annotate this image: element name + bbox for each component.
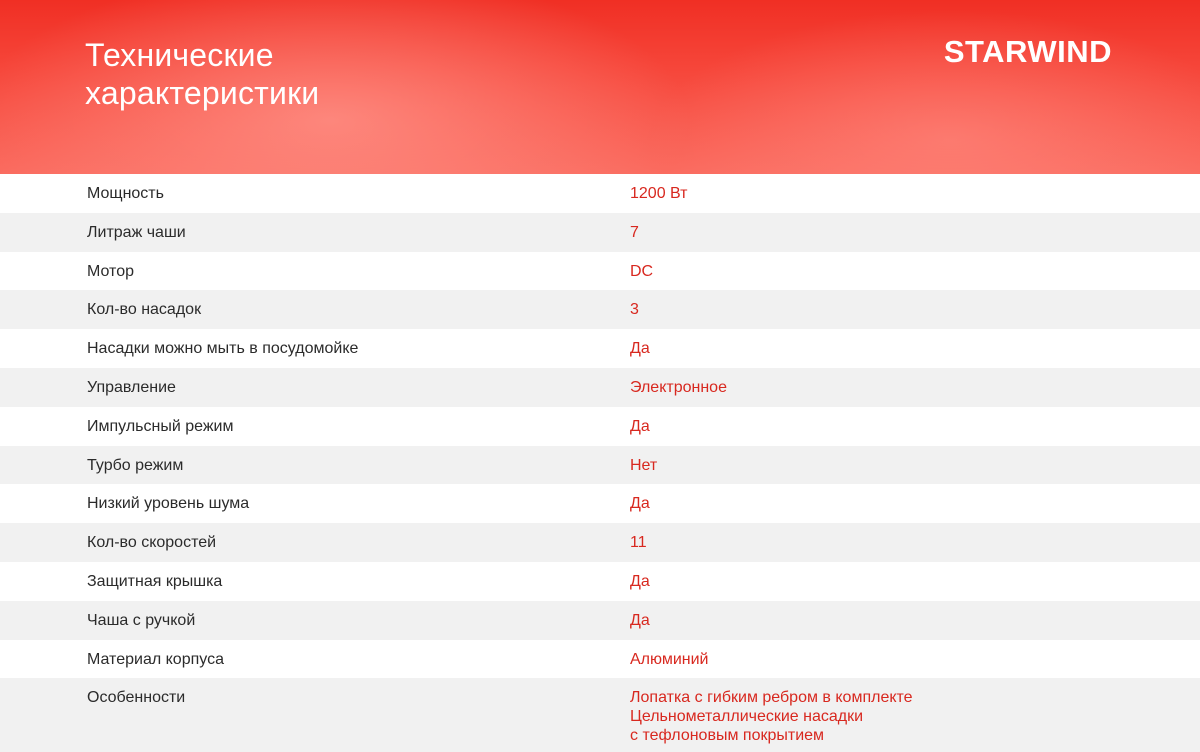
header-banner	[0, 0, 1200, 174]
spec-row-bowl-handle	[0, 601, 1200, 640]
spec-value: Да	[630, 495, 650, 513]
spec-label: Кол-во скоростей	[87, 534, 217, 552]
spec-label: Низкий уровень шума	[87, 495, 250, 513]
feature-line: Лопатка с гибким ребром в комплекте	[630, 689, 913, 707]
spec-label: Защитная крышка	[87, 572, 223, 590]
feature-line: с тефлоновым покрытием	[630, 727, 825, 745]
spec-value-multiline	[630, 688, 913, 745]
spec-label: Чаша с ручкой	[87, 611, 196, 629]
spec-value: Электронное	[630, 378, 727, 396]
spec-label: Особенности	[87, 689, 186, 707]
spec-row-dishwasher-safe	[0, 329, 1200, 368]
spec-value: 3	[630, 301, 639, 319]
spec-label: Насадки можно мыть в посудомойке	[87, 340, 359, 358]
spec-label: Мощность	[87, 185, 164, 202]
spec-label: Материал корпуса	[87, 650, 224, 668]
title-line-2: характеристики	[85, 75, 320, 111]
brand-logo: STARWIND	[943, 34, 1112, 69]
spec-row-motor	[0, 252, 1200, 291]
spec-row-low-noise	[0, 484, 1200, 523]
spec-row-body-material	[0, 640, 1200, 679]
spec-value: DC	[630, 262, 654, 280]
spec-row-control	[0, 368, 1200, 407]
spec-value: 7	[630, 223, 639, 241]
spec-value: Нет	[630, 456, 658, 474]
spec-label: Кол-во насадок	[87, 301, 202, 319]
spec-value: Да	[630, 340, 650, 358]
spec-value: Да	[630, 572, 650, 590]
spec-row-features	[0, 678, 1200, 752]
spec-value: Алюминий	[630, 650, 709, 668]
spec-row-speeds	[0, 523, 1200, 562]
spec-row-attachments-count	[0, 290, 1200, 329]
spec-row-protective-lid	[0, 562, 1200, 601]
spec-row-pulse-mode	[0, 407, 1200, 446]
spec-value: Да	[630, 611, 650, 629]
spec-label: Литраж чаши	[87, 223, 186, 241]
spec-row-turbo-mode	[0, 446, 1200, 485]
spec-label: Турбо режим	[87, 456, 184, 474]
spec-row-power	[0, 174, 1200, 213]
spec-table	[0, 174, 1200, 752]
spec-label: Мотор	[87, 262, 134, 280]
spec-value: 11	[630, 534, 647, 552]
spec-value: Да	[630, 417, 650, 435]
spec-value: 1200 Вт	[630, 185, 688, 202]
spec-label: Управление	[87, 378, 176, 396]
page-title	[85, 36, 319, 112]
spec-row-bowl-volume	[0, 213, 1200, 252]
spec-label: Импульсный режим	[87, 417, 234, 435]
feature-line: Цельнометаллические насадки	[630, 708, 864, 726]
title-line-1: Технические	[85, 37, 274, 73]
